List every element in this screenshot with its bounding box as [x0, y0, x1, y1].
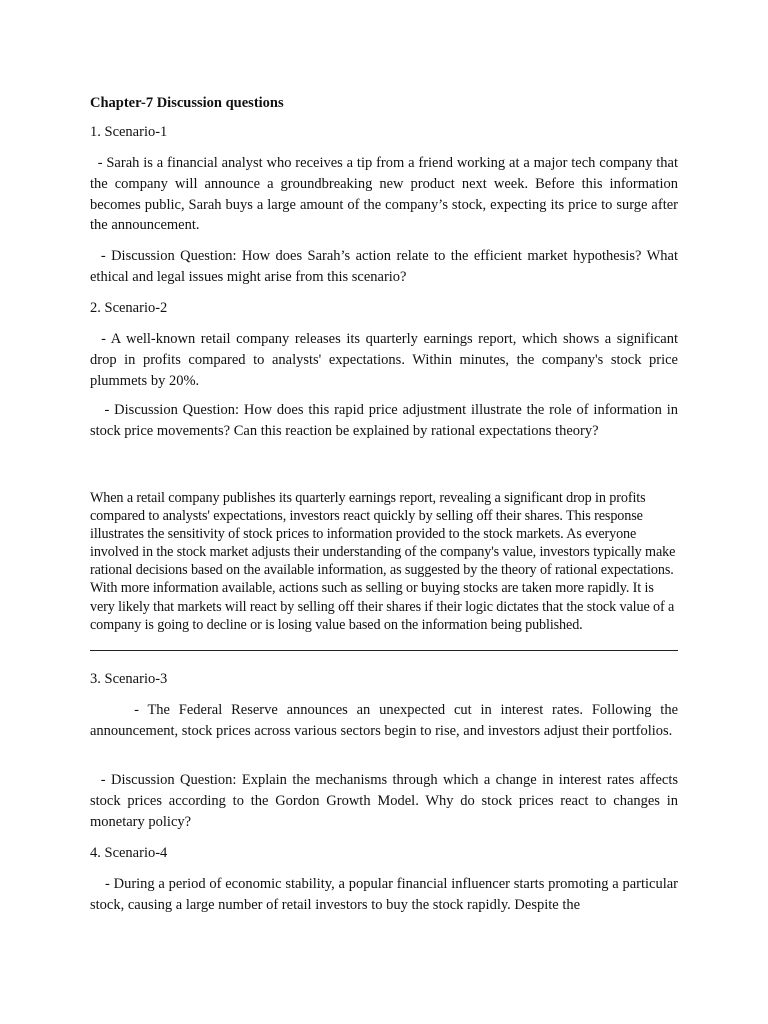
answer-underline: [90, 650, 678, 651]
scenario-1-question: - Discussion Question: How does Sarah’s action relate to the efficient market hypothesis? What ethical and legal issues might arise from this scenario?: [90, 248, 682, 285]
scenario-2-heading: 2. Scenario-2: [90, 300, 168, 316]
scenario-3-body: - The Federal Reserve announces an unexpected cut in interest rates. Following the announcement, stock prices across various sectors begin to rise, and investors adjust their portfolios.: [90, 702, 682, 739]
scenario-2-question: - Discussion Question: How does this rapid price adjustment illustrate the role of information in stock price movements? Can this reaction be explained by rational expectations theory?: [90, 402, 682, 439]
scenario-2-answer: When a retail company publishes its quarterly earnings report, revealing a significant drop in profits compared to analysts' expectations, investors react quickly by selling off their shares. This response illustrates the sensitivity of stock prices to information provided to the stock markets. As everyone involved in the stock market adjusts their understanding of the company's value, investors typically make rational decisions based on the available information, as suggested by the theory of rational expectations. With more information available, actions such as selling or buying stocks are taken more rapidly. It is very likely that markets will react by selling off their shares if their logic dictates that the stock value of a company is going to decline or is losing value based on the information being published.: [90, 490, 676, 633]
page-title: Chapter-7 Discussion questions: [90, 95, 284, 111]
scenario-3-question: - Discussion Question: Explain the mechanisms through which a change in interest rates affects stock prices according to the Gordon Growth Model. Why do stock prices react to changes in monetary policy?: [90, 772, 682, 830]
scenario-4-heading: 4. Scenario-4: [90, 845, 168, 861]
scenario-4-body: - During a period of economic stability, a popular financial influencer starts promoting a particular stock, causing a large number of retail investors to buy the stock rapidly. Despite the: [90, 876, 682, 913]
scenario-2-body: - A well-known retail company releases its quarterly earnings report, which shows a significant drop in profits compared to analysts' expectations. Within minutes, the company's stock price plummets by 20%.: [90, 331, 682, 389]
scenario-1-body: - Sarah is a financial analyst who receives a tip from a friend working at a major tech company that the company will announce a groundbreaking new product next week. Before this information becomes public, Sarah buys a large amount of the company’s stock, expecting its price to surge after the announcement.: [90, 155, 682, 234]
scenario-1-heading: 1. Scenario-1: [90, 124, 168, 140]
scenario-3-heading: 3. Scenario-3: [90, 671, 168, 687]
